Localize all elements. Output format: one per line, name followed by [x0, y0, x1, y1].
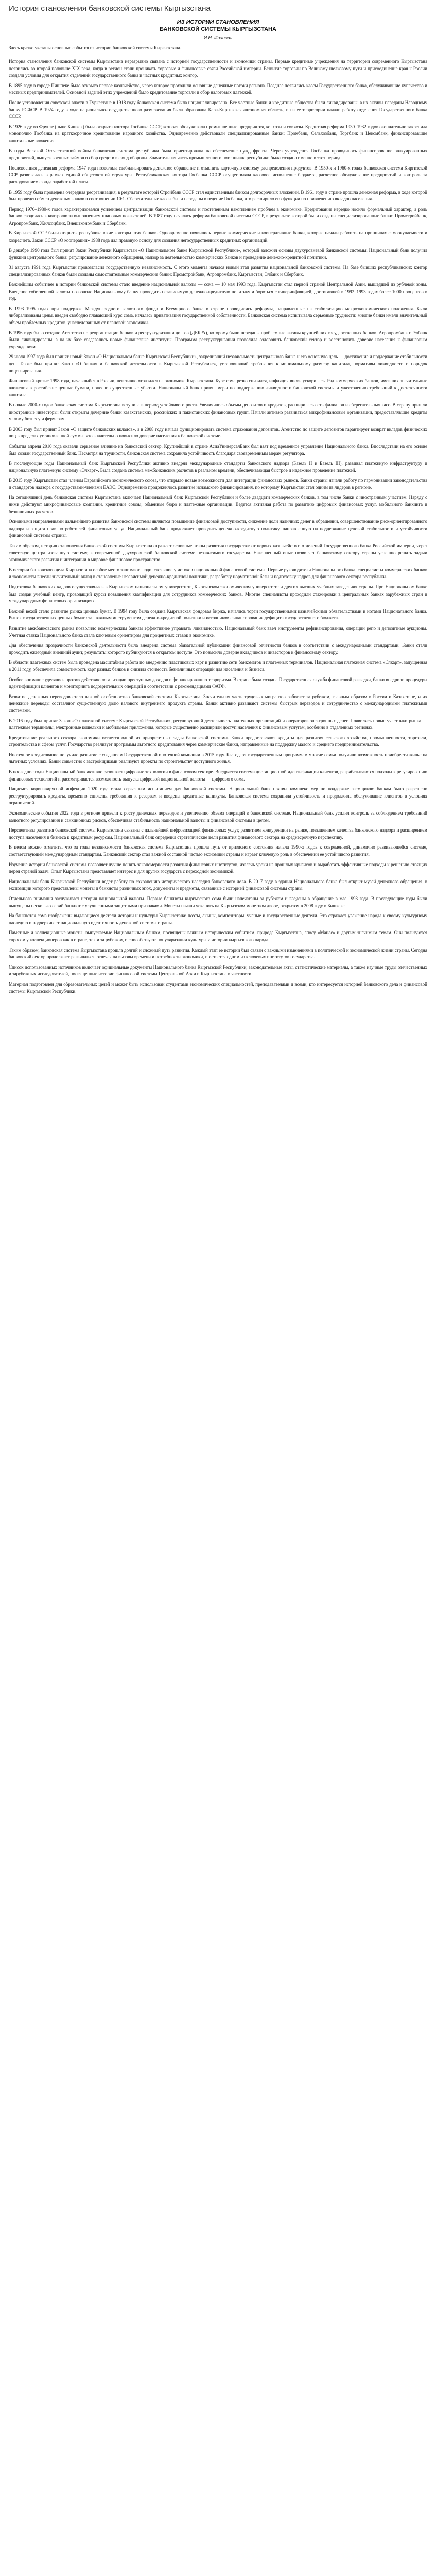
article-paragraph: В целом можно отметить, что за годы независимости банковская система Кыргызстана прошла путь от кризисного состояния начала 1990-х годов к современной, динамично развивающейся системе, соответствующей международным стандартам. Банковский сектор стал важной составной частью экономики страны и играет ключевую роль в обеспечении ее устойчивого развития.: [9, 844, 427, 857]
article-paragraph: Кредитование реального сектора экономики остается одной из приоритетных задач банковской системы. Банки предоставляют кредиты для развития сельского хозяйства, промышленности, торговли, строительства и сферы услуг. Государство реализует программы льготного кредитования через коммерческие банки, направленные на поддержку малого и среднего предпринимательства.: [9, 735, 427, 748]
article-paragraph: В 1926 году во Фрунзе (ныне Бишкек) была открыта контора Госбанка СССР, которая обслуживала промышленные предприятия, колхозы и совхозы. Кредитная реформа 1930–1932 годов окончательно закрепила монополию Госбанка на краткосрочное кредитование народного хозяйства. Одновременно действовали специализированные банки: Промбанк, Сельхозбанк, Торгбанк и Цекомбанк, финансировавшие капитальные вложения.: [9, 124, 427, 143]
article-paragraph: После установления советской власти в Туркестане в 1918 году банковская система была национализирована. Все частные банки и кредитные общества были ликвидированы, а их активы переданы Народному банку РСФСР. В 1924 году в ходе национально-государственного размежевания была образована Кара-Киргизская автономная область, и на ее территории начали работу отделения Государственного банка СССР.: [9, 99, 427, 120]
article-paragraph: Таким образом, история становления банковской системы Кыргызстана отражает основные этапы развития государства: от первых казначейств и отделений Государственного банка Российской империи, через советскую централизованную систему, к современной двухуровневой банковской системе независимого государства. Накопленный опыт позволяет банковскому сектору страны успешно решать задачи экономического развития и интеграции в мировое финансовое пространство.: [9, 543, 427, 563]
article-paragraph: Таким образом, банковская система Кыргызстана прошла долгий и сложный путь развития. Каждый этап ее истории был связан с важными изменениями в политической и экономической жизни страны. Сегодня банковский сектор продолжает развиваться, отвечая на вызовы времени и потребности экономики, и остается одним из ключевых институтов государства.: [9, 947, 427, 960]
article-paragraph: В 2003 году был принят Закон «О защите банковских вкладов», а в 2008 году начала функционировать система страхования депозитов. Агентство по защите депозитов гарантирует возврат вкладов физических лиц в пределах установленной суммы, что значительно повысило доверие населения к банковской системе.: [9, 426, 427, 439]
article-paragraph: История становления банковской системы Кыргызстана неразрывно связана с историей государственности и экономики страны. Первые кредитные учреждения на территории современного Кыргызстана появились во второй половине XIX века, когда в регион стали проникать торговые и финансовые связи Российской империи. Развитие торговли по Великому шелковому пути и присоединение края к России создали условия для открытия отделений государственного банка и частных кредитных контор.: [9, 59, 427, 78]
article-paragraph: 31 августа 1991 года Кыргызстан провозгласил государственную независимость. С этого момента начался новый этап развития национальной банковской системы. На базе бывших республиканских контор специализированных банков были созданы самостоятельные коммерческие банки: Промстройбанк, Агропромбанк, Кыргызстан, Элбанк и Сбербанк.: [9, 264, 427, 277]
article-paragraph: В области платежных систем была проведена масштабная работа по внедрению пластиковых карт и развитию сети банкоматов и платежных терминалов. Национальная платежная система «Элкарт», запущенная в 2011 году, обеспечила совместимость карт разных банков и снизила стоимость безналичных операций для населения и бизнеса.: [9, 659, 427, 672]
article-paragraph: Важной вехой стало развитие рынка ценных бумаг. В 1994 году была создана Кыргызская фондовая биржа, начались торги государственными казначейскими обязательствами и нотами Национального банка. Рынок государственных ценных бумаг стал важным инструментом денежно-кредитной политики и источником финансирования дефицита государственного бюджета.: [9, 608, 427, 621]
article-paragraph: 29 июля 1997 года был принят новый Закон «О Национальном банке Кыргызской Республики», закрепивший независимость центрального банка и его основную цель — достижение и поддержание стабильности цен. Также был принят Закон «О банках и банковской деятельности в Кыргызской Республике», установивший требования к минимальному размеру капитала, нормативы ликвидности и порядок лицензирования.: [9, 354, 427, 374]
article-paragraph: В годы Великой Отечественной войны банковская система республики была ориентирована на обеспечение нужд фронта. Через учреждения Госбанка проводилось финансирование эвакуированных предприятий, выпуск военных займов и сбор средств в фонд обороны. Значительная часть промышленного потенциала республики была создана именно в этот период.: [9, 148, 427, 161]
document-subtitle: ИЗ ИСТОРИИ СТАНОВЛЕНИЯ: [177, 19, 259, 25]
article-paragraph: В последние годы Национальный банк активно развивает цифровые технологии в финансовом секторе. Внедряется система дистанционной идентификации клиентов, разрабатываются подходы к регулированию финансовых технологий и рассматривается возможность выпуска цифровой национальной валюты — цифрового сома.: [9, 769, 427, 782]
article-paragraph: В 2016 году был принят Закон «О платежной системе Кыргызской Республики», регулирующий деятельность платежных организаций и операторов электронных денег. Появились новые участники рынка — платежные терминалы, электронные кошельки и мобильные приложения, которые существенно расширили доступ населения к финансовым услугам, особенно в отдаленных регионах.: [9, 718, 427, 731]
article-paragraph: Развитие межбанковского рынка позволило коммерческим банкам эффективнее управлять ликвидностью. Национальный банк ввел инструменты рефинансирования, операции репо и депозитные аукционы. Учетная ставка Национального банка стала ключевым ориентиром для процентных ставок в экономике.: [9, 625, 427, 638]
article-paragraph: Памятные и коллекционные монеты, выпускаемые Национальным банком, посвящены важным историческим событиям, природе Кыргызстана, эпосу «Манас» и другим значимым темам. Они пользуются спросом у коллекционеров как в стране, так и за рубежом, и способствуют популяризации культуры и истории кыргызского народа.: [9, 930, 427, 942]
article-paragraph: Экономические события 2022 года в регионе привели к росту денежных переводов и увеличению объема операций в банковской системе. Национальный банк усилил контроль за соблюдением требований валютного регулирования и санкционных рисков, обеспечивая стабильность национальной валюты и финансовой системы в целом.: [9, 810, 427, 823]
article-paragraph: Подготовка банковских кадров осуществлялась в Кыргызском национальном университете, Кыргызском экономическом университете и других высших учебных заведениях страны. При Национальном банке был создан учебный центр, проводящий курсы повышения квалификации для сотрудников коммерческих банков. Многие специалисты проходили стажировки в центральных банках зарубежных стран и международных финансовых организациях.: [9, 584, 427, 604]
article-paragraph: В декабре 1990 года был принят Закон Республики Кыргызстан «О Национальном банке Кыргызской Республики», который заложил основы двухуровневой банковской системы. Национальный банк получил функции центрального банка: регулирование денежного обращения, надзор за деятельностью коммерческих банков и проведение денежно-кредитной политики.: [9, 247, 427, 260]
article-paragraph: В 1993–1995 годах при поддержке Международного валютного фонда и Всемирного банка в стране проводились реформы, направленные на стабилизацию макроэкономического положения. Были либерализованы цены, введен свободно плавающий курс сома, началась приватизация государственной собственности. Банковская система испытывала серьезные трудности: многие банки имели значительный объем проблемных кредитов, унаследованных от плановой экономики.: [9, 306, 427, 325]
article-paragraph: Развитие денежных переводов стало важной особенностью банковской системы Кыргызстана. Значительная часть трудовых мигрантов работает за рубежом, главным образом в России и Казахстане, и их денежные переводы составляют существенную долю валового внутреннего продукта страны. Банки активно развивают системы быстрых переводов и сотрудничество с международными платежными системами.: [9, 693, 427, 713]
article-paragraph: Пандемия коронавирусной инфекции 2020 года стала серьезным испытанием для банковской системы. Национальный банк принял комплекс мер по поддержке заемщиков: банкам было разрешено реструктурировать кредиты, временно снижены требования к резервам и введены кредитные каникулы. Банковская система сохранила устойчивость и продолжила обслуживание клиентов в условиях ограничений.: [9, 786, 427, 806]
article-paragraph: В 1959 году была проведена очередная реорганизация, в результате которой Стройбанк СССР стал единственным банком долгосрочных вложений. В 1961 году в стране прошла денежная реформа, в ходе которой был проведен обмен денежных знаков в соотношении 10:1. Сберегательные кассы были переданы в ведение Госбанка, что расширило его функции по привлечению вкладов населения.: [9, 189, 427, 202]
article-paragraph: В Киргизской ССР были открыты республиканские конторы этих банков. Одновременно появились первые коммерческие и кооперативные банки, которые начали работать на принципах самоокупаемости и хозрасчета. Закон СССР «О кооперации» 1988 года дал правовую основу для создания негосударственных кредитных организаций.: [9, 230, 427, 243]
article-paragraph: Период 1970–1980-х годов характеризовался усилением централизации банковской системы и постепенным накоплением проблем в экономике. Кредитование нередко носило формальный характер, а роль банков сводилась к контролю за выполнением плановых показателей. В 1987 году началась реформа банковской системы СССР, в результате которой были созданы специализированные банки: Промстройбанк, Агропромбанк, Жилсоцбанк, Внешэкономбанк и Сбербанк.: [9, 206, 427, 226]
intro-text: Здесь кратко указаны основные события из истории банковской системы Кыргызстана.: [9, 45, 181, 50]
article-paragraph: Ипотечное кредитование получило развитие с созданием Государственной ипотечной компании в 2015 году. Благодаря государственным программам многие семьи получили возможность приобрести жилье на льготных условиях. Банки совместно с застройщиками реализуют проекты по строительству доступного жилья.: [9, 752, 427, 765]
article-paragraph: Отдельного внимания заслуживает история национальной валюты. Первые банкноты кыргызского сома были напечатаны за рубежом и введены в обращение в мае 1993 года. В последующие годы были выпущены несколько серий банкнот с улучшенными защитными признаками. Монеты начали чеканить на Кыргызском монетном дворе, открытом в 2008 году в Бишкеке.: [9, 895, 427, 908]
article-body: [9, 58, 427, 995]
article-paragraph: Важнейшим событием в истории банковской системы стало введение национальной валюты — сома — 10 мая 1993 года. Кыргызстан стал первой страной Центральной Азии, вышедшей из рублевой зоны. Введение собственной валюты позволило Национальному банку проводить независимую денежно-кредитную политику и бороться с гиперинфляцией, достигавшей в 1992–1993 годах более 1000 процентов в год.: [9, 282, 427, 301]
article-paragraph: Особое внимание уделялось противодействию легализации преступных доходов и финансированию терроризма. В стране была создана Государственная служба финансовой разведки, банки внедрили процедуры идентификации клиентов и мониторинга подозрительных операций в соответствии с рекомендациями ФАТФ.: [9, 676, 427, 689]
article-paragraph: В последующие годы Национальный банк Кыргызской Республики активно внедрял международные стандарты банковского надзора (Базель II и Базель III), развивал платежную инфраструктуру и национальную платежную систему «Элкарт». Была создана система межбанковских расчетов в реальном времени, обеспечивающая быстрое и надежное проведение платежей.: [9, 461, 427, 473]
article-paragraph: Перспективы развития банковской системы Кыргызстана связаны с дальнейшей цифровизацией финансовых услуг, развитием конкуренции на рынке, повышением качества банковского надзора и расширением доступа населения и бизнеса к кредитным ресурсам. Национальный банк определил стратегические цели развития финансового сектора на среднесрочную перспективу.: [9, 827, 427, 840]
page-title: История становления банковской системы Кыргызстана: [9, 4, 211, 13]
article-paragraph: Финансовый кризис 1998 года, начавшийся в России, негативно отразился на экономике Кыргызстана. Курс сома резко снизился, инфляция вновь ускорилась. Ряд коммерческих банков, имевших значительные вложения в российские ценные бумаги, понесли существенные убытки. Национальный банк принял меры по поддержанию ликвидности банковской системы и ужесточению требований к достаточности капитала.: [9, 378, 427, 398]
author-name: И.Н. Иванова: [203, 35, 233, 40]
article-paragraph: Послевоенная денежная реформа 1947 года позволила стабилизировать денежное обращение и отменить карточную систему распределения продуктов. В 1950-х и 1960-х годах банковская система Киргизской ССР развивалась в рамках единой общесоюзной структуры. Республиканская контора Госбанка СССР осуществляла кассовое исполнение бюджета, расчетное обслуживание предприятий и контроль за расходованием фонда заработной платы.: [9, 165, 427, 184]
document-page: [0, 0, 436, 1008]
article-paragraph: Изучение истории банковской системы позволяет лучше понять закономерности развития финансовых институтов, извлечь уроки из прошлых кризисов и выработать эффективные подходы к решению стоящих перед страной задач. Опыт Кыргызстана представляет интерес и для других государств с переходной экономикой.: [9, 861, 427, 874]
article-paragraph: Список использованных источников включает официальные документы Национального банка Кыргызской Республики, законодательные акты, статистические материалы, а также научные труды отечественных и зарубежных исследователей, посвященные истории финансовой системы Центральной Азии и Кыргызстана в частности.: [9, 964, 427, 977]
article-paragraph: В 1996 году было создано Агентство по реорганизации банков и реструктуризации долгов (ДЕБРА), которому были переданы проблемные активы крупнейших государственных банков. Агропромбанк и Элбанк были ликвидированы, а на их базе создавались новые финансовые институты. Программа реструктуризации позволила оздоровить банковский сектор и восстановить доверие населения к финансовым учреждениям.: [9, 330, 427, 349]
article-paragraph: На сегодняшний день банковская система Кыргызстана включает Национальный банк Кыргызской Республики и более двадцати коммерческих банков, в том числе банки с иностранным участием. Наряду с ними действуют микрофинансовые компании, кредитные союзы, обменные бюро и платежные организации. Ведется активная работа по развитию цифровых финансовых услуг, мобильного банкинга и безналичных расчетов.: [9, 495, 427, 514]
article-paragraph: В истории банковского дела Кыргызстана особое место занимают люди, стоявшие у истоков национальной финансовой системы. Первые руководители Национального банка, специалисты коммерческих банков и экономисты внесли значительный вклад в становление независимой денежно-кредитной политики, разработку нормативной базы и подготовку кадров для финансового сектора республики.: [9, 567, 427, 580]
article-paragraph: В начале 2000-х годов банковская система Кыргызстана вступила в период устойчивого роста. Увеличились объемы депозитов и кредитов, расширилась сеть филиалов и сберегательных касс. В страну пришли иностранные инвесторы: были открыты дочерние банки казахстанских, российских и пакистанских финансовых групп. Начали активно развиваться микрофинансовые организации, предоставлявшие кредиты малому бизнесу и фермерам.: [9, 402, 427, 422]
article-paragraph: События апреля 2010 года оказали серьезное влияние на банковский сектор. Крупнейший в стране АсиаУниверсалБанк был взят под временное управление Национального банка. Впоследствии на его основе был создан государственный банк. Несмотря на трудности, банковская система сохранила устойчивость благодаря своевременным мерам регулятора.: [9, 443, 427, 456]
article-paragraph: Для обеспечения прозрачности банковской деятельности была внедрена система обязательной публикации финансовой отчетности банков в соответствии с международными стандартами. Банки стали проходить ежегодный внешний аудит, результаты которого публикуются в открытом доступе. Это повысило доверие вкладчиков и инвесторов к финансовому сектору.: [9, 642, 427, 655]
document-heading: БАНКОВСКОЙ СИСТЕМЫ КЫРГЫЗСТАНА: [160, 26, 276, 32]
article-paragraph: Материал подготовлен для образовательных целей и может быть использован студентами экономических специальностей, преподавателями и всеми, кто интересуется историей банковского дела и финансовой системы Кыргызской Республики.: [9, 981, 427, 994]
article-paragraph: На банкнотах сома изображены выдающиеся деятели истории и культуры Кыргызстана: поэты, акыны, композиторы, ученые и государственные деятели. Это отражает уважение народа к своему культурному наследию и подчеркивает национальную идентичность денежной системы страны.: [9, 913, 427, 925]
article-paragraph: Национальный банк Кыргызской Республики ведет работу по сохранению исторического наследия банковского дела. В 2017 году в здании Национального банка был открыт музей денежного обращения, в экспозиции которого представлены монеты и банкноты различных эпох, документы и предметы, связанные с историей финансовой системы страны.: [9, 878, 427, 891]
article-paragraph: Основными направлениями дальнейшего развития банковской системы являются повышение финансовой доступности, снижение доли наличных денег в обращении, совершенствование риск-ориентированного надзора и защита прав потребителей финансовых услуг. Национальный банк продолжает проводить денежно-кредитную политику, направленную на поддержание ценовой стабильности и устойчивости финансовой системы страны.: [9, 519, 427, 538]
article-paragraph: В 2015 году Кыргызстан стал членом Евразийского экономического союза, что открыло новые возможности для интеграции финансовых рынков. Банки страны начали работу по гармонизации законодательства и стандартов надзора с государствами-членами ЕАЭС. Одновременно продолжилось развитие исламского финансирования, по которому Кыргызстан стал одним из лидеров в регионе.: [9, 478, 427, 490]
article-paragraph: В 1895 году в городе Пишпеке было открыто первое казначейство, через которое проходили основные денежные потоки региона. Позднее появились кассы Государственного банка, обслуживавшие купечество и местных предпринимателей. Основной задачей этих учреждений было кредитование торговли и сбор налоговых платежей.: [9, 82, 427, 95]
